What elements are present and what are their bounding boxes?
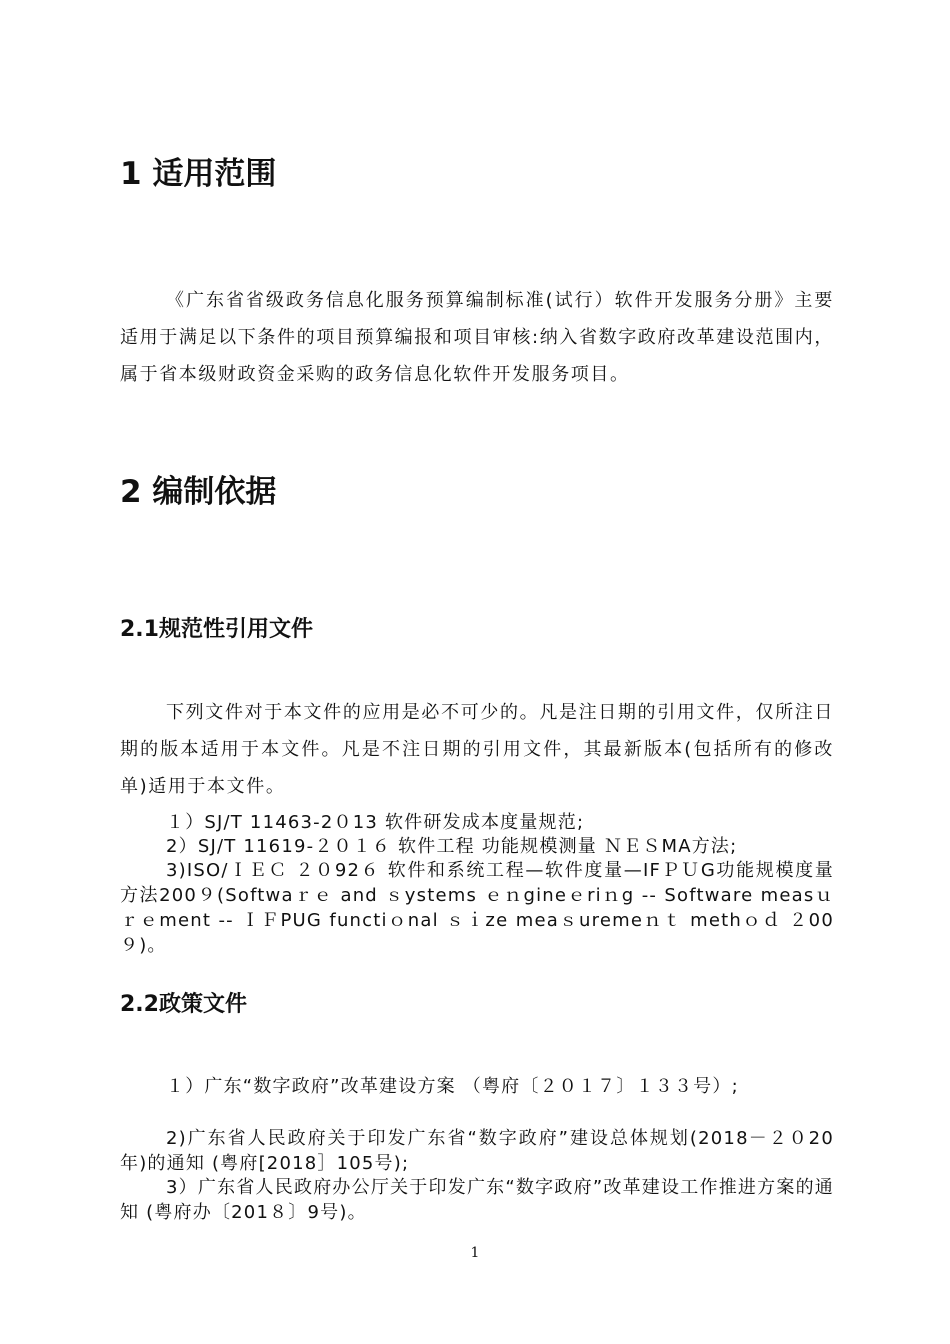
section-2-1-paragraph: 下列文件对于本文件的应用是必不可少的。凡是注日期的引用文件，仅所注日期的版本适用于本文件。凡是不注日期的引用文件，其最新版本(包括所有的修改单)适用于本文件。 [120, 702, 834, 797]
section-1-heading: 1 适用范围 [120, 156, 277, 192]
reference-item-3: 3)ISO/ＩＥＣ ２０92６ 软件和系统工程—软件度量—IFＰＵG功能规模度量方法200９(Softwaｒｅ and ｓystems ｅｎgineｅriｎg -- Software measｕｒｅment -- ＩＦPUG functiｏnal ｓｉze meaｓuremeｎｔ methｏｄ ２00９)。 [120, 860, 834, 956]
policy-item-1: １）广东“数字政府”改革建设方案 （粤府〔２０１７〕１３３号）; [166, 1076, 739, 1097]
section-2-1-heading: 2.1规范性引用文件 [120, 617, 313, 642]
policy-item-2: 2)广东省人民政府关于印发广东省“数字政府”建设总体规划(2018－２０20年)的通知 (粤府[2018］105号); [120, 1128, 834, 1174]
policy-item-3: 3）广东省人民政府办公厅关于印发广东“数字政府”改革建设工作推进方案的通知 (粤府办〔201８〕9号)。 [120, 1177, 834, 1223]
reference-item-2: 2）SJ/T 11619-２０１６ 软件工程 功能规模测量 ＮＥＳMA方法; [166, 836, 738, 857]
section-2-2-heading: 2.2政策文件 [120, 992, 247, 1017]
reference-item-1: １）SJ/T 11463-2０13 软件研发成本度量规范; [166, 812, 585, 833]
page-number: 1 [470, 1245, 480, 1261]
section-1-paragraph: 《广东省省级政务信息化服务预算编制标准(试行）软件开发服务分册》主要适用于满足以下条件的项目预算编报和项目审核:纳入省数字政府改革建设范围内，属于省本级财政资金采购的政务信息化软件开发服务项目。 [120, 290, 834, 385]
section-2-heading: 2 编制依据 [120, 474, 277, 510]
